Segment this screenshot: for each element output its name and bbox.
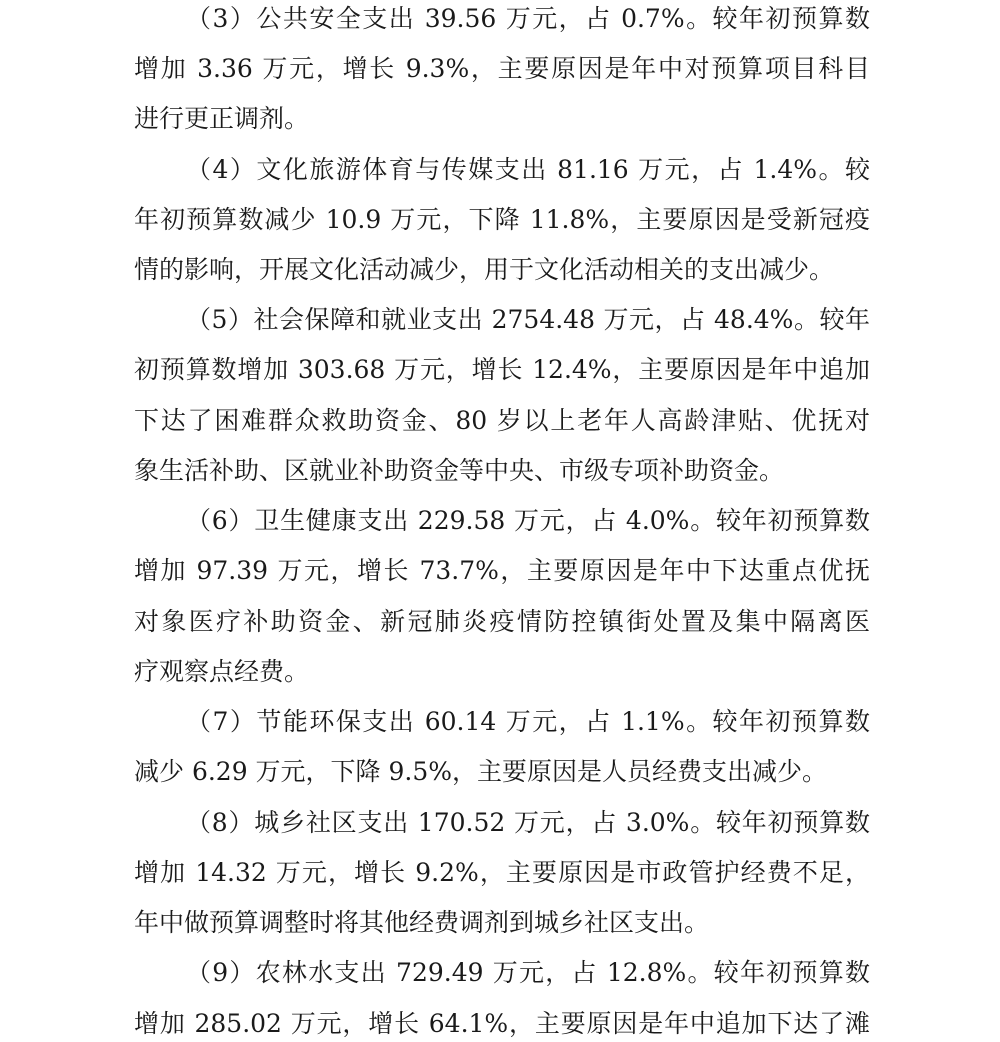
text-line-p9-1: （9）农林水支出 729.49 万元，占 12.8%。较年初预算数 [186,958,870,987]
text-line-p6-2: 增加 97.39 万元，增长 73.7%，主要原因是年中下达重点优抚 [134,556,870,585]
text-line-p9-2: 增加 285.02 万元，增长 64.1%，主要原因是年中追加下达了滩 [134,1009,870,1038]
text-line-p5-1: （5）社会保障和就业支出 2754.48 万元，占 48.4%。较年 [186,305,870,334]
text-line-p8-3: 年中做预算调整时将其他经费调剂到城乡社区支出。 [134,908,710,937]
text-line-p5-2: 初预算数增加 303.68 万元，增长 12.4%，主要原因是年中追加 [134,355,870,384]
text-line-p8-1: （8）城乡社区支出 170.52 万元，占 3.0%。较年初预算数 [186,808,870,837]
text-line-p8-2: 增加 14.32 万元，增长 9.2%，主要原因是市政管护经费不足， [134,858,870,887]
text-line-p6-3: 对象医疗补助资金、新冠肺炎疫情防控镇街处置及集中隔离医 [134,607,870,636]
text-line-p4-3: 情的影响，开展文化活动减少，用于文化活动相关的支出减少。 [134,255,835,284]
text-line-p6-4: 疗观察点经费。 [134,657,310,686]
text-line-p6-1: （6）卫生健康支出 229.58 万元，占 4.0%。较年初预算数 [186,506,870,535]
text-line-p3-1: （3）公共安全支出 39.56 万元，占 0.7%。较年初预算数 [186,4,870,33]
text-line-p4-2: 年初预算数减少 10.9 万元，下降 11.8%，主要原因是受新冠疫 [134,205,870,234]
text-line-p5-3: 下达了困难群众救助资金、80 岁以上老年人高龄津贴、优抚对 [134,406,870,435]
text-line-p5-4: 象生活补助、区就业补助资金等中央、市级专项补助资金。 [134,456,785,485]
text-line-p7-2: 减少 6.29 万元，下降 9.5%，主要原因是人员经费支出减少。 [134,757,828,786]
text-line-p3-2: 增加 3.36 万元，增长 9.3%，主要原因是年中对预算项目科目 [134,54,870,83]
text-line-p3-3: 进行更正调剂。 [134,104,310,133]
text-line-p4-1: （4）文化旅游体育与传媒支出 81.16 万元，占 1.4%。较 [186,155,870,184]
text-line-p7-1: （7）节能环保支出 60.14 万元，占 1.1%。较年初预算数 [186,707,870,736]
